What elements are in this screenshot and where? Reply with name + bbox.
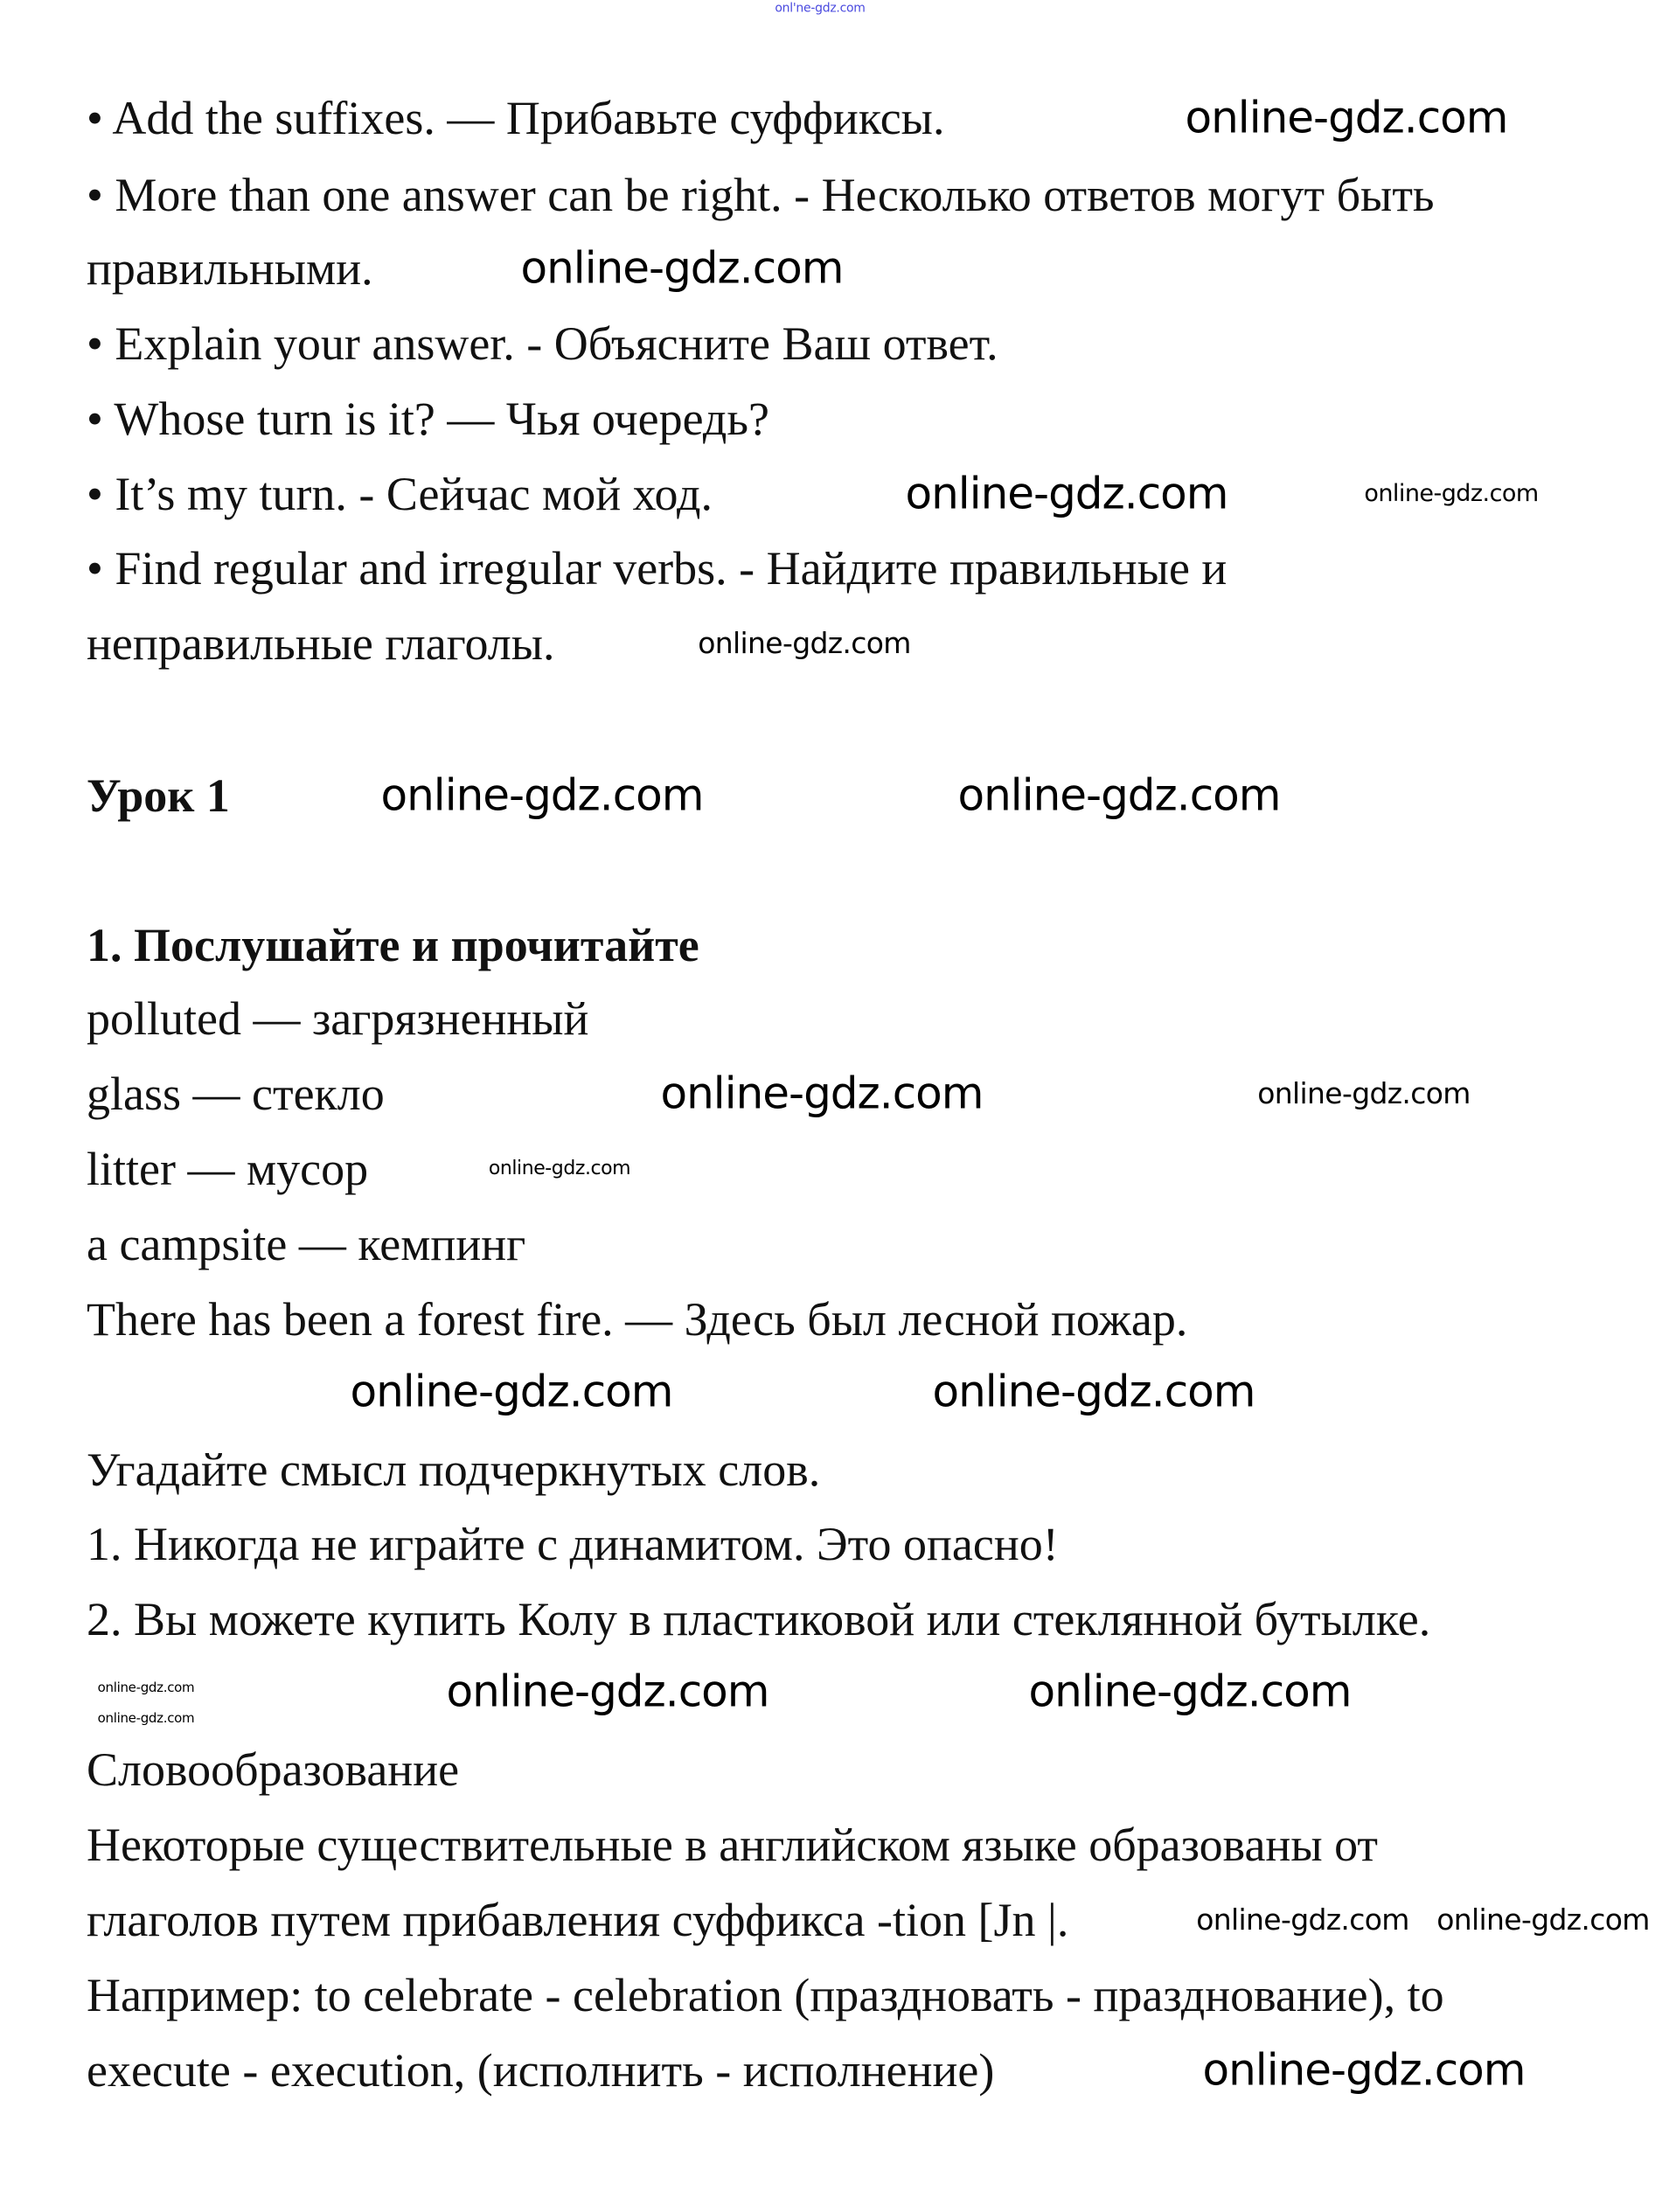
watermark: online-gdz.com [932, 1366, 1255, 1417]
watermark: online-gdz.com [520, 242, 844, 294]
vocab-item: There has been a forest fire. — Здесь был лесной пожар. [87, 1293, 1188, 1346]
watermark: online-gdz.com [380, 769, 704, 821]
instruction-line: неправильные глаголы. [87, 617, 555, 670]
vocab-item: polluted — загрязненный [87, 992, 589, 1045]
guess-line: 2. Вы можете купить Колу в пластиковой или стеклянной бутылке. [87, 1593, 1431, 1645]
instruction-line: • Add the suffixes. — Прибавьте суффиксы. [87, 92, 945, 144]
word-formation-heading: Словообразование [87, 1743, 460, 1796]
watermark: online-gdz.com [488, 1157, 631, 1179]
watermark-top: onl'ne-gdz.com [775, 1, 866, 16]
watermark: online-gdz.com [660, 1068, 984, 1119]
watermark: online-gdz.com [957, 769, 1281, 821]
word-formation-line: Некоторые существительные в английском языке образованы от [87, 1819, 1378, 1871]
watermark: online-gdz.com [97, 1679, 195, 1695]
watermark: online-gdz.com [1028, 1666, 1352, 1717]
word-formation-line: execute - execution, (исполнить - исполнение) [87, 2044, 995, 2097]
watermark: online-gdz.com [1185, 92, 1508, 143]
exercise-title: 1. Послушайте и прочитайте [87, 919, 699, 971]
vocab-item: glass — стекло [87, 1068, 385, 1120]
watermark: online-gdz.com [698, 625, 911, 660]
instruction-line: • Explain your answer. - Объясните Ваш ответ. [87, 317, 998, 370]
instruction-line: • Find regular and irregular verbs. - Найдите правильные и [87, 542, 1227, 595]
watermark: online-gdz.com [905, 468, 1228, 519]
watermark: online-gdz.com [446, 1666, 769, 1717]
instruction-line: • Whose turn is it? — Чья очередь? [87, 393, 769, 445]
watermark: online-gdz.com [1196, 1902, 1409, 1937]
lesson-title: Урок 1 [87, 769, 230, 822]
instruction-line: • More than one answer can be right. - Несколько ответов могут быть [87, 169, 1435, 221]
instruction-line: правильными. [87, 242, 373, 295]
word-formation-line: Например: to celebrate - celebration (праздновать - празднование), to [87, 1969, 1444, 2021]
guess-line: Угадайте смысл подчеркнутых слов. [87, 1443, 821, 1496]
vocab-item: litter — мусор [87, 1143, 369, 1195]
instruction-line: • It’s my turn. - Сейчас мой ход. [87, 468, 713, 520]
watermark: online-gdz.com [1364, 480, 1539, 508]
watermark: online-gdz.com [1202, 2044, 1526, 2096]
guess-line: 1. Никогда не играйте с динамитом. Это опасно! [87, 1518, 1059, 1570]
watermark: online-gdz.com [1436, 1902, 1650, 1937]
word-formation-line: глаголов путем прибавления суффикса -tion [Jn |. [87, 1894, 1069, 1946]
watermark: online-gdz.com [1257, 1075, 1471, 1110]
vocab-item: a campsite — кемпинг [87, 1218, 526, 1270]
watermark: online-gdz.com [97, 1709, 195, 1726]
watermark: online-gdz.com [350, 1366, 673, 1417]
